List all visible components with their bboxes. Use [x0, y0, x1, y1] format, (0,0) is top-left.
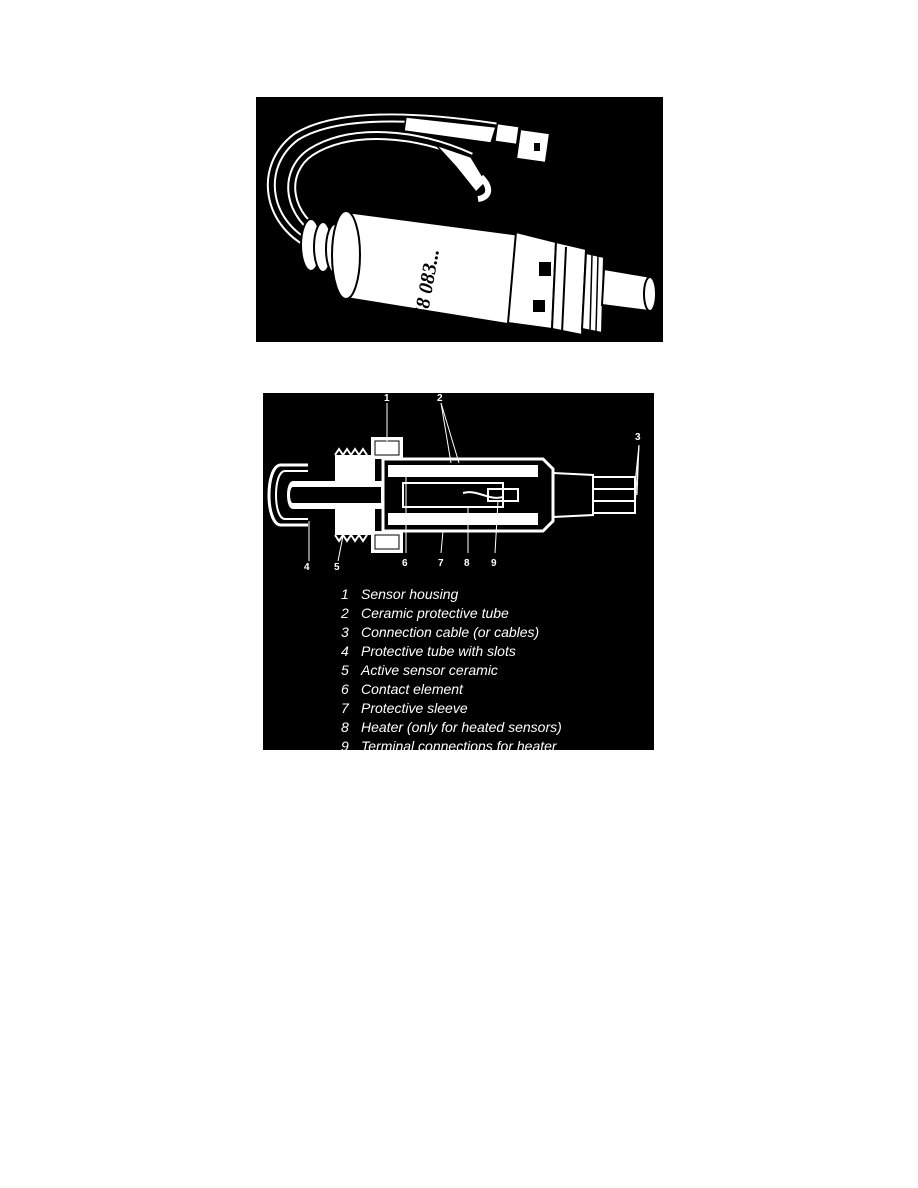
legend-label: Protective sleeve: [361, 699, 468, 716]
cross-section-drawing: [263, 393, 654, 583]
legend-number: 9: [341, 737, 349, 750]
callout-8: 8: [464, 558, 470, 569]
legend-label: Active sensor ceramic: [361, 662, 498, 678]
legend-number: 7: [341, 699, 349, 716]
sensor-connector: [404, 117, 550, 199]
figure-legend: [341, 585, 651, 750]
legend-label: Sensor housing: [361, 586, 459, 603]
legend-number: 2: [341, 605, 349, 622]
legend-item: [341, 623, 651, 642]
legend-item: [341, 736, 651, 750]
part-marking: 58 083...: [410, 247, 445, 320]
legend-item: [341, 698, 651, 717]
legend-item: [341, 604, 651, 623]
connection-cable: [593, 477, 635, 513]
legend-item: [341, 585, 651, 604]
legend-number: 8: [341, 718, 349, 735]
legend-label: Heater (only for heated sensors): [361, 718, 562, 735]
sensor-body: [332, 211, 656, 335]
callout-4: 4: [304, 562, 310, 573]
legend-label: Ceramic protective tube: [361, 605, 509, 622]
legend-number: 3: [341, 624, 349, 641]
legend-number: 6: [341, 680, 349, 697]
callout-1: 1: [384, 393, 390, 404]
legend-number: 1: [341, 586, 349, 603]
legend-item: [341, 661, 651, 680]
oxygen-sensor-drawing: [256, 97, 663, 342]
legend-label: Protective tube with slots: [361, 643, 516, 660]
legend-item: [341, 679, 651, 698]
legend-item: [341, 642, 651, 661]
callout-9: 9: [491, 558, 497, 569]
callout-2: 2: [437, 393, 443, 404]
ceramic-protective-tube: [388, 465, 538, 477]
oxygen-sensor-illustration: [256, 97, 663, 342]
legend-number: 4: [341, 643, 349, 660]
callout-7: 7: [438, 558, 444, 569]
callout-6: 6: [402, 558, 408, 569]
legend-item: [341, 717, 651, 736]
legend-label: Connection cable (or cables): [361, 624, 540, 641]
legend-label: Terminal connections for heater: [361, 737, 557, 750]
callout-3: 3: [635, 432, 641, 443]
legend-label: Contact element: [361, 680, 463, 697]
legend-number: 5: [341, 662, 349, 678]
callout-5: 5: [334, 562, 340, 573]
sensor-cross-section-diagram: [263, 393, 654, 750]
